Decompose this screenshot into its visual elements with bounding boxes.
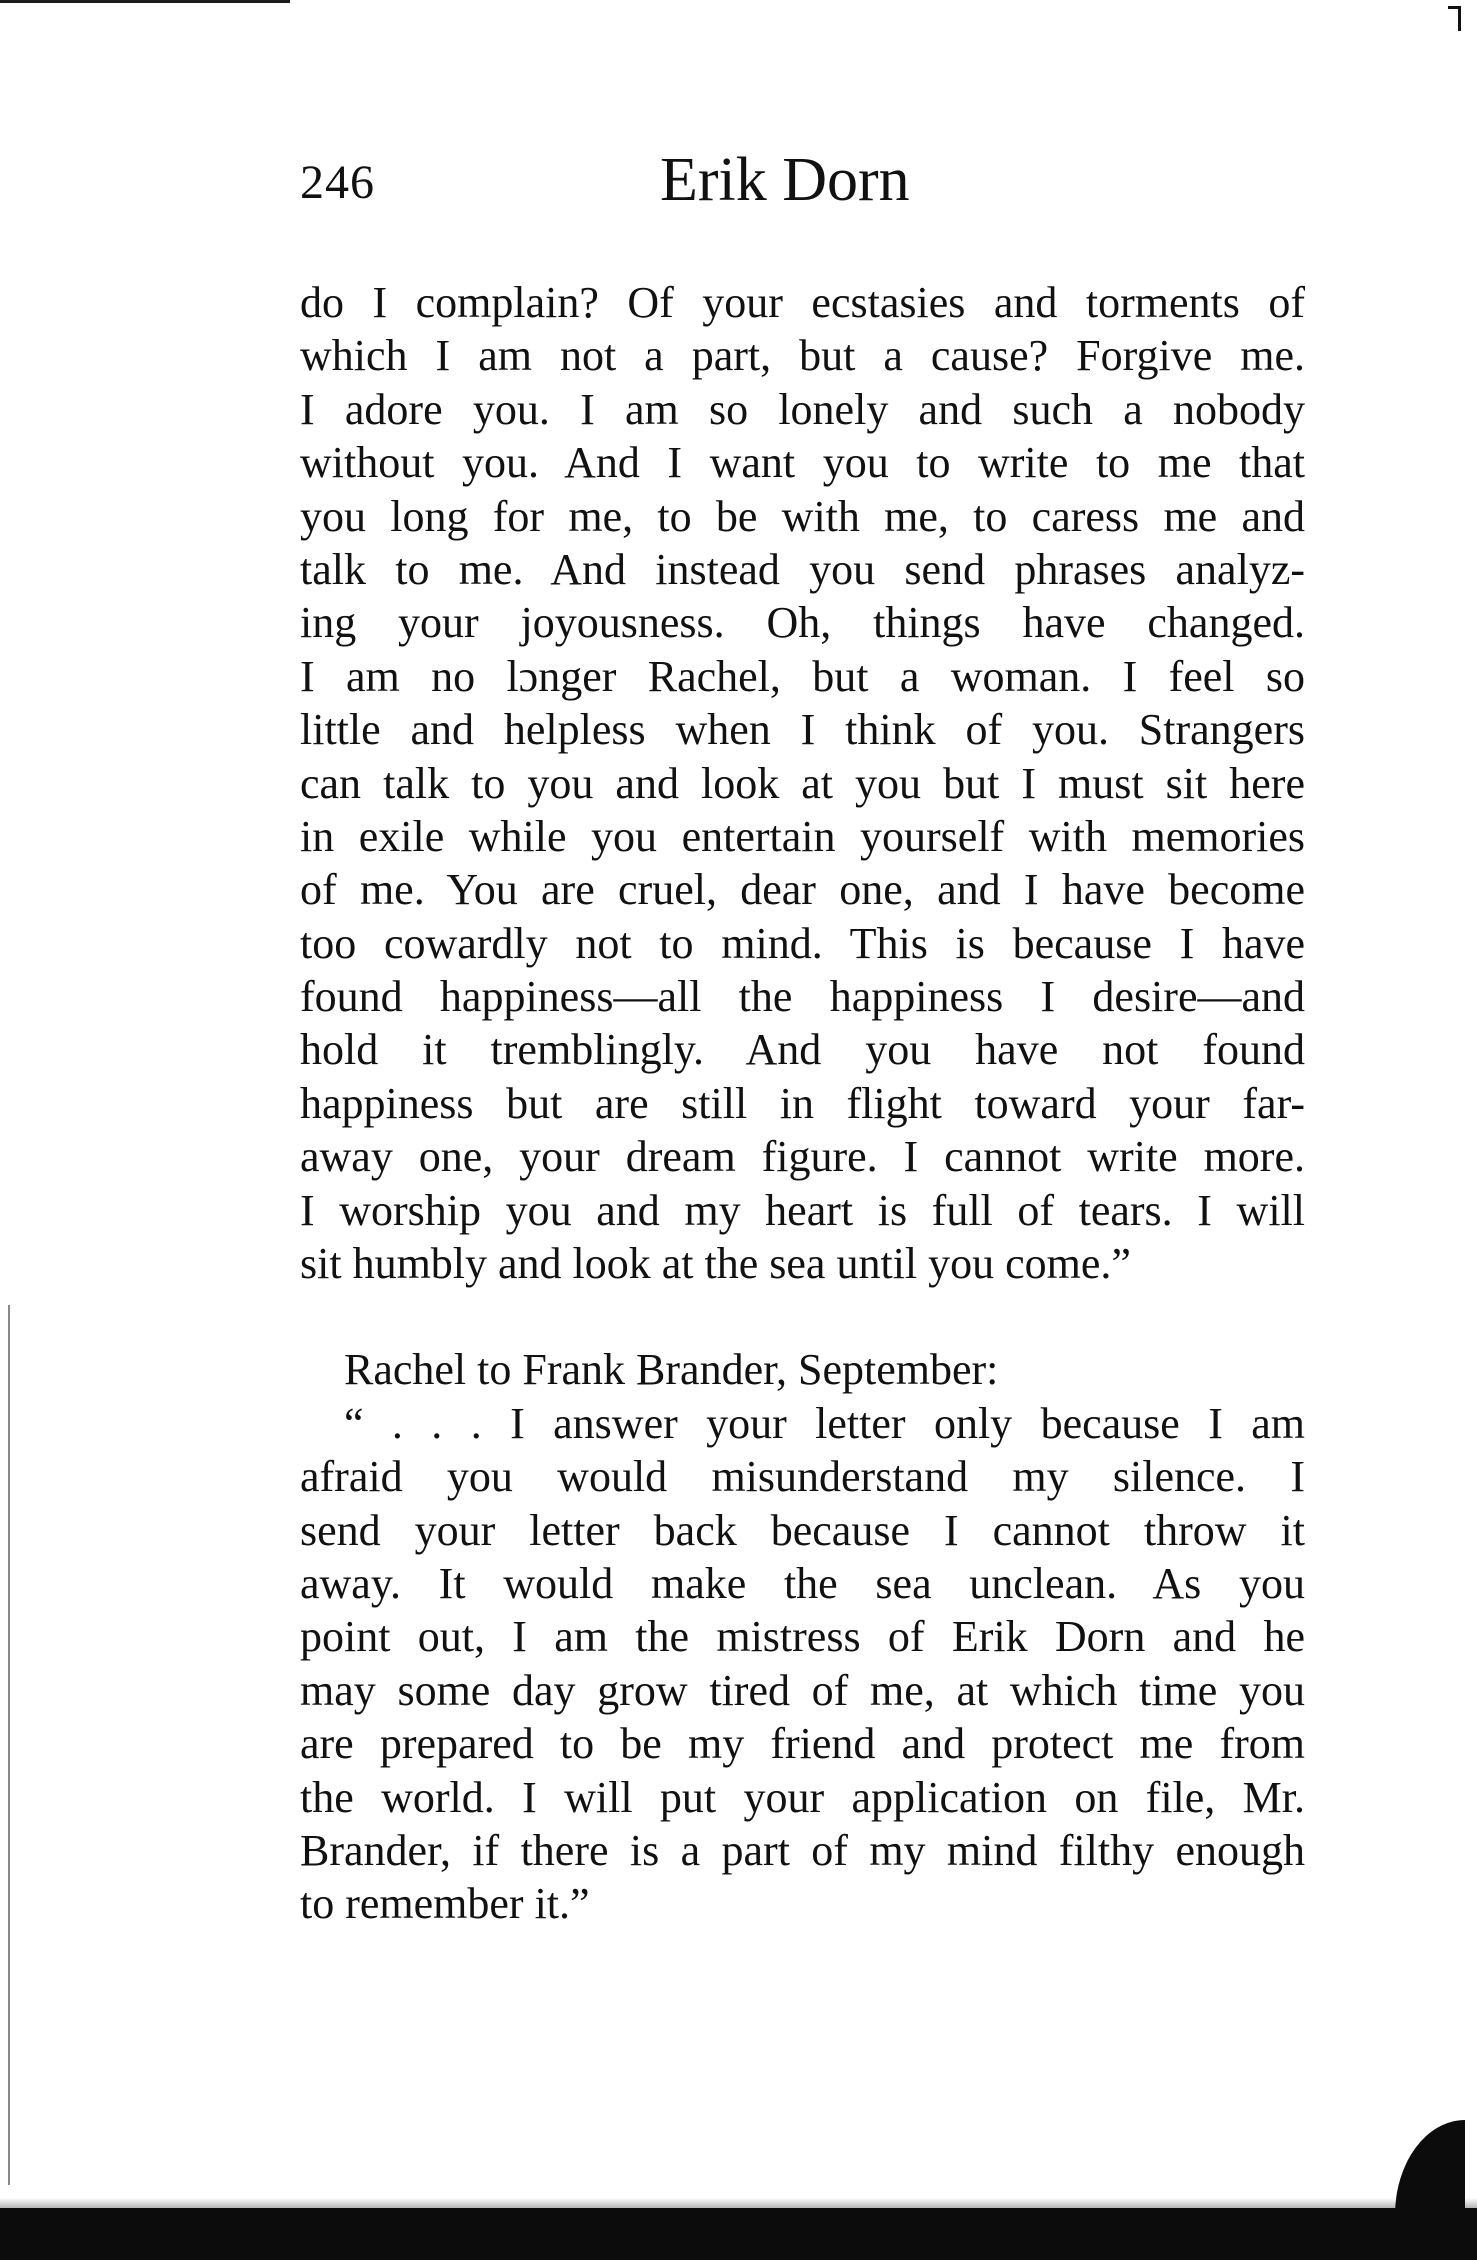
text-line: away. It would make the sea unclean. As you xyxy=(300,1558,1305,1608)
text-line: sit humbly and look at the sea until you come.” xyxy=(300,1239,1131,1289)
text-line: are prepared to be my friend and protect me from xyxy=(300,1719,1305,1769)
text-line: Brander, if there is a part of my mind filthy enough xyxy=(300,1825,1305,1875)
text-line: “ . . . I answer your letter only because I am xyxy=(344,1398,1305,1448)
scan-edge-flare xyxy=(1395,2120,1465,2215)
text-line: I worship you and my heart is full of tears. I will xyxy=(300,1185,1305,1235)
corner-crop-mark xyxy=(1448,6,1461,31)
scan-bottom-edge xyxy=(0,2208,1477,2260)
text-line: I am no lɔnger Rachel, but a woman. I feel so xyxy=(300,651,1305,701)
text-line: Rachel to Frank Brander, September: xyxy=(344,1345,999,1395)
text-line: do I complain? Of your ecstasies and torments of xyxy=(300,278,1305,327)
text-line: in exile while you entertain yourself with memories xyxy=(300,811,1305,861)
text-line: little and helpless when I think of you. Strangers xyxy=(300,705,1305,755)
text-line: happiness but are still in flight toward your far- xyxy=(300,1078,1305,1128)
top-edge-rule xyxy=(0,0,290,3)
text-line: too cowardly not to mind. This is because I have xyxy=(300,918,1305,968)
page-number: 246 xyxy=(300,156,375,209)
text-line: without you. And I want you to write to me that xyxy=(300,438,1305,488)
text-line: ing your joyousness. Oh, things have changed. xyxy=(300,598,1305,648)
text-line: hold it tremblingly. And you have not found xyxy=(300,1025,1305,1075)
text-line: afraid you would misunderstand my silence. I xyxy=(300,1452,1305,1502)
text-line: to remember it.” xyxy=(300,1879,590,1929)
text-line: away one, your dream figure. I cannot write more. xyxy=(300,1132,1305,1182)
paragraph-gap xyxy=(300,1290,1305,1343)
text-line: point out, I am the mistress of Erik Dorn and he xyxy=(300,1612,1305,1662)
page-header xyxy=(300,145,1300,225)
text-line: I adore you. I am so lonely and such a nobody xyxy=(300,384,1305,434)
text-line: which I am not a part, but a cause? Forgive me. xyxy=(300,331,1305,381)
text-line: the world. I will put your application on file, Mr. xyxy=(300,1772,1305,1822)
text-line: send your letter back because I cannot throw it xyxy=(300,1505,1305,1555)
running-title: Erik Dorn xyxy=(660,146,910,214)
text-line: may some day grow tired of me, at which time you xyxy=(300,1665,1305,1715)
text-line: talk to me. And instead you send phrases analyz- xyxy=(300,544,1305,594)
left-margin-line xyxy=(8,1305,10,2185)
text-line: you long for me, to be with me, to caress me and xyxy=(300,491,1305,541)
text-line: can talk to you and look at you but I must sit here xyxy=(300,758,1305,808)
text-line: found happiness—all the happiness I desire—and xyxy=(300,972,1305,1022)
text-line: of me. You are cruel, dear one, and I have become xyxy=(300,865,1305,915)
body-text xyxy=(300,276,1305,1931)
